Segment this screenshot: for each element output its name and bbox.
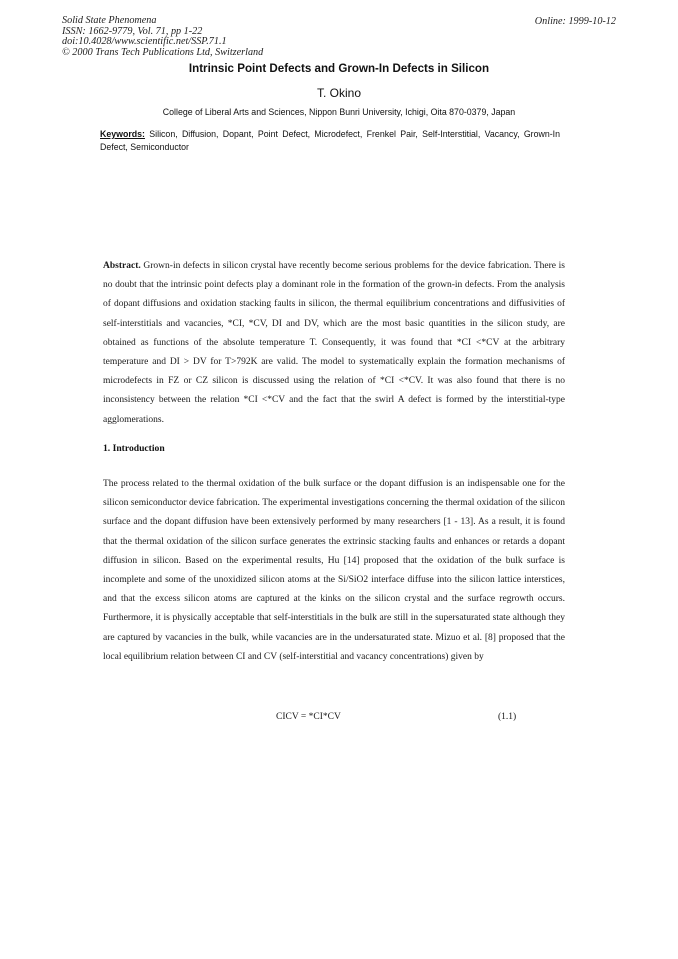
journal-header <box>62 16 263 58</box>
body-paragraph: The process related to the thermal oxidation of the bulk surface or the dopant diffusion is an indispensable one for the silicon semiconductor device fabrication. The experimental investigations concerning the thermal oxidation of the silicon surface and the dopant diffusion have been extensively performed by many researchers [1 - 13]. As a result, it is found that the thermal oxidation of the silicon surface generates the extrinsic stacking faults and enhances or retards a dopant diffusion in silicon. Based on the experimental results, Hu [14] proposed that the oxidation of the bulk surface is incomplete and some of the unoxidized silicon atoms at the Si/SiO2 interface diffuse into the silicon lattice interstices, and that the excess silicon atoms are captured at the kinks on the silicon crystal and the surface regrowth occurs. Furthermore, it is physically acceptable that self-interstitials in the bulk are still in the supersaturated state although they are captured by vacancies in the bulk, while vacancies are in the undersaturated state. Mizuo et al. [8] proposed that the local equilibrium relation between CI and CV (self-interstitial and vacancy concentrations) given by <box>103 479 565 662</box>
abstract-text: Grown-in defects in silicon crystal have recently become serious problems for the device fabrication. There is no doubt that the intrinsic point defects play a dominant role in the formation of the grown-in defects. From the analysis of dopant diffusions and oxidation stacking faults in silicon, the thermal equilibrium concentrations and diffusivities of self-interstitials and vacancies, *CI, *CV, DI and DV, which are the most basic quantities in the silicon study, are obtained as functions of the absolute temperature T. Consequently, it was found that *CI <*CV at the arbitrary temperature and DI > DV for T>792K are valid. The model to systematically explain the formation mechanisms of microdefects in FZ or CZ silicon is discussed using the relation of *CI <*CV. It was also found that there is no inconsistency between the relation *CI <*CV and the fact that the swirl A defect is formed by the interstitial-type agglomerations. <box>103 261 565 425</box>
keywords-block <box>100 128 560 154</box>
section-heading: 1. Introduction <box>103 443 165 454</box>
keywords-text: Silicon, Diffusion, Dopant, Point Defect, Microdefect, Frenkel Pair, Self-Interstitial, Vacancy, Grown-In Defect, Semiconductor <box>100 129 560 152</box>
copyright-line: © 2000 Trans Tech Publications Ltd, Switzerland <box>62 46 264 58</box>
issn-line: ISSN: 1662-9779, Vol. 71, pp 1-22 <box>62 25 203 37</box>
affiliation: College of Liberal Arts and Sciences, Nippon Bunri University, Ichigi, Oita 870-0379, Japan <box>162 107 516 117</box>
online-date: Online: 1999-10-12 <box>534 16 616 27</box>
journal-name: Solid State Phenomena <box>62 15 157 26</box>
equation: CICV = *CI*CV <box>276 712 341 722</box>
abstract-label: Abstract. <box>103 261 141 271</box>
paper-title: Intrinsic Point Defects and Grown-In Defects in Silicon <box>188 62 490 72</box>
abstract-block <box>103 257 565 430</box>
author-name: T. Okino <box>316 86 361 100</box>
keywords-label: Keywords: <box>100 129 145 139</box>
equation-number: (1.1) <box>498 712 517 722</box>
doi-line: doi:10.4028/www.scientific.net/SSP.71.1 <box>62 36 227 48</box>
